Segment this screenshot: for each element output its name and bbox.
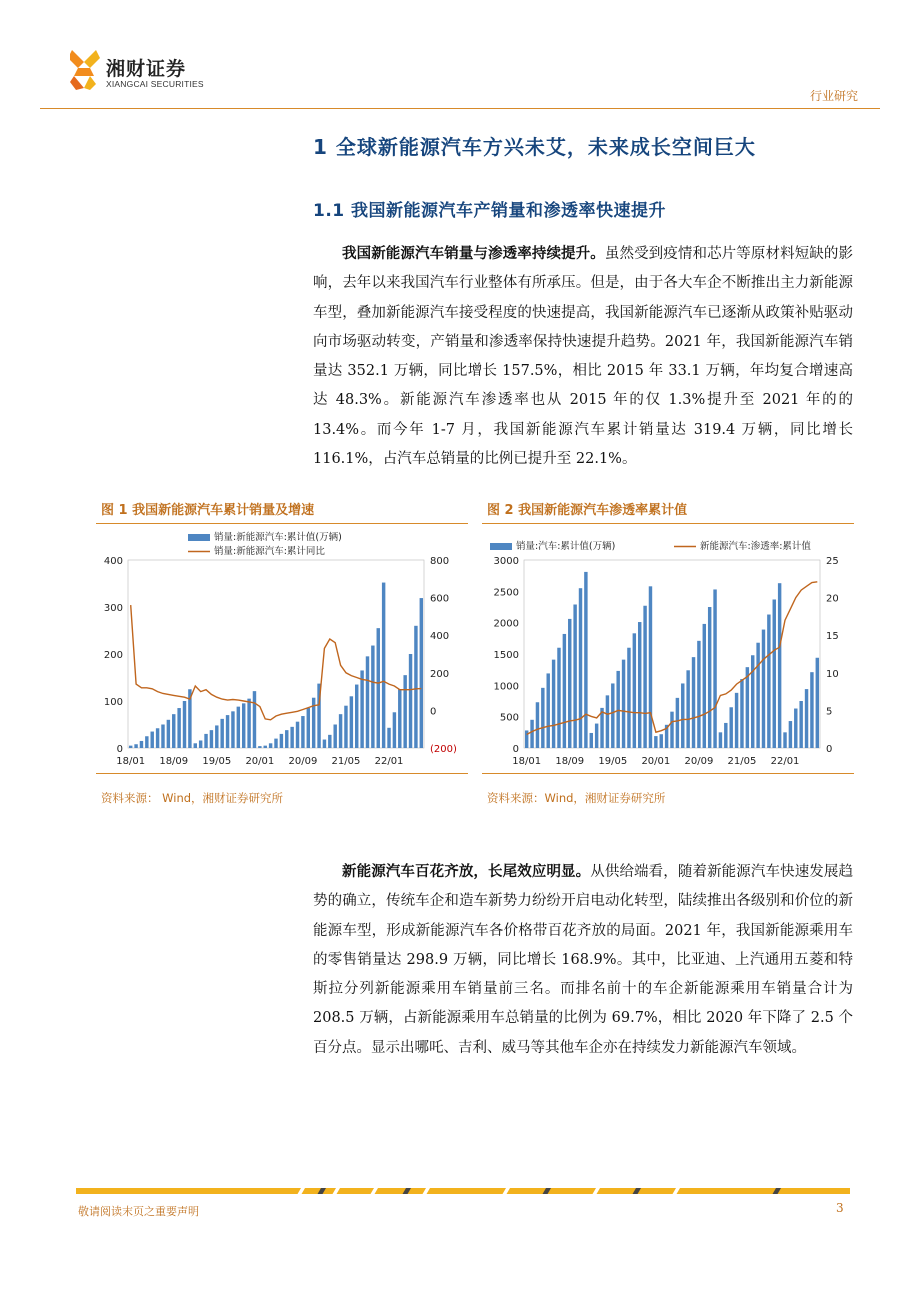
bar bbox=[633, 633, 636, 748]
bar bbox=[756, 643, 759, 748]
footer-disclaimer: 敬请阅读末页之重要声明 bbox=[78, 1205, 199, 1218]
legend-label: 销量:汽车:累计值(万辆) bbox=[516, 541, 616, 552]
bar bbox=[269, 743, 272, 748]
bar bbox=[285, 730, 288, 748]
bar bbox=[606, 695, 609, 748]
report-category: 行业研究 bbox=[809, 89, 858, 103]
bar bbox=[210, 730, 213, 748]
figure-1-title: 图 1 我国新能源汽车累计销量及增速 bbox=[101, 503, 315, 518]
bar bbox=[134, 744, 137, 748]
bar bbox=[220, 719, 223, 748]
paragraph-2-lead: 新能源汽车百花齐放，长尾效应明显。 bbox=[342, 864, 591, 880]
bar bbox=[729, 707, 732, 748]
x-tick-label: 21/05 bbox=[331, 756, 361, 767]
bar bbox=[237, 707, 240, 748]
x-tick-label: 18/01 bbox=[116, 756, 146, 767]
bar bbox=[366, 656, 369, 748]
x-tick-label: 19/05 bbox=[598, 756, 628, 767]
bar bbox=[204, 734, 207, 748]
x-tick-label: 20/01 bbox=[641, 756, 671, 767]
bar bbox=[140, 741, 143, 748]
y-left-tick-label: 3000 bbox=[493, 556, 519, 567]
bar bbox=[563, 634, 566, 748]
bar bbox=[681, 683, 684, 748]
page-number: 3 bbox=[836, 1201, 844, 1215]
bar bbox=[676, 698, 679, 748]
figure-1-chart bbox=[96, 528, 468, 768]
x-tick-label: 22/01 bbox=[374, 756, 404, 767]
bar bbox=[536, 702, 539, 748]
x-tick-label: 20/09 bbox=[684, 756, 714, 767]
y-right-tick-label: 800 bbox=[430, 556, 450, 567]
logo-text-en: XIANGCAI SECURITIES bbox=[106, 79, 204, 89]
y-right-tick-label: 0 bbox=[430, 706, 437, 718]
bar bbox=[296, 722, 299, 748]
legend-swatch-bar bbox=[188, 534, 210, 541]
y-left-tick-label: 1000 bbox=[493, 681, 519, 693]
bar bbox=[654, 736, 657, 748]
bar bbox=[584, 572, 587, 748]
y-right-tick-label: (200) bbox=[430, 744, 457, 755]
legend-label: 新能源汽车:渗透率:累计值 bbox=[700, 541, 811, 552]
bar bbox=[420, 598, 423, 748]
y-right-tick-label: 600 bbox=[430, 593, 450, 605]
bar bbox=[643, 606, 646, 748]
bar bbox=[735, 693, 738, 748]
bar bbox=[280, 734, 283, 748]
bar bbox=[414, 626, 417, 748]
bar bbox=[382, 583, 385, 748]
bar bbox=[355, 685, 358, 748]
bar bbox=[177, 708, 180, 748]
bar bbox=[150, 732, 153, 748]
bar bbox=[530, 720, 533, 748]
footer-decorative-bar bbox=[76, 1188, 850, 1196]
bar bbox=[724, 723, 727, 748]
logo-text-cn: 湘财证券 bbox=[106, 58, 187, 80]
bar bbox=[231, 711, 234, 748]
bar bbox=[799, 701, 802, 748]
bar bbox=[692, 657, 695, 748]
figure-2-source: 资料来源：Wind，湘财证券研究所 bbox=[487, 791, 666, 805]
bar bbox=[670, 712, 673, 748]
paragraph-1-body: 虽然受到疫情和芯片等原材料短缺的影响，去年以来我国汽车行业整体有所承压。但是，由于各大车企不断推出主力新能源车型，叠加新能源汽车接受程度的快速提高，我国新能源汽车已逐渐从政策补贴驱动向市场驱动转变，产销量和渗透率保持快速提升趋势。2021 年，我国新能源汽车销量达 352.1 万辆，同比增长 157.5%，相比 2015 年 33.1 万辆，年均复合增速高达 48.3%。新能源汽车渗透率也从 2015 年的仅 1.3%提升至 2021 年的的 13.4%。而今年 1-7 月，我国新能源汽车累计销量达 319.4 万辆，同比增长 116.1%，占汽车总销量的比例已提升至 22.1%。 bbox=[313, 246, 854, 468]
subsection-heading: 1.1 我国新能源汽车产销量和渗透率快速提升 bbox=[313, 201, 667, 221]
bar bbox=[226, 715, 229, 748]
figure-2-rule bbox=[482, 523, 854, 524]
bar bbox=[339, 714, 342, 748]
bar bbox=[264, 746, 267, 748]
bar bbox=[350, 696, 353, 748]
bar bbox=[611, 683, 614, 748]
bar bbox=[713, 589, 716, 748]
bar bbox=[789, 721, 792, 748]
figure-1-rule bbox=[96, 523, 468, 524]
bar bbox=[686, 670, 689, 748]
figure-1-bottom-rule bbox=[96, 773, 468, 774]
bar bbox=[167, 720, 170, 748]
bar bbox=[697, 641, 700, 748]
y-left-tick-label: 400 bbox=[103, 556, 123, 567]
bar bbox=[616, 671, 619, 748]
bar bbox=[649, 586, 652, 748]
bar bbox=[810, 672, 813, 748]
bar bbox=[762, 630, 765, 748]
paragraph-2-body: 从供给端看，随着新能源汽车快速发展趋势的确立，传统车企和造车新势力纷纷开启电动化转型，陆续推出各级别和价位的新能源车型，形成新能源汽车各价格带百花齐放的局面。2021 年，我国新能源乘用车的零售销量达 298.9 万辆，同比增长 168.9%。其中，比亚迪、上汽通用五菱和特斯拉分列新能源乘用车销量前三名。而排名前十的车企新能源乘用车销量合计为 208.5 万辆，占新能源乘用车总销量的比例为 69.7%，相比 2020 年下降了 2.5 个百分点。显示出哪吒、吉利、威马等其他车企亦在持续发力新能源汽车领域。 bbox=[313, 864, 853, 1056]
bar bbox=[215, 725, 218, 748]
section-heading: 1 全球新能源汽车方兴未艾，未来成长空间巨大 bbox=[313, 135, 756, 159]
bar bbox=[805, 689, 808, 748]
bar bbox=[778, 583, 781, 748]
figure-2-chart bbox=[482, 528, 854, 768]
bar bbox=[172, 714, 175, 748]
bar bbox=[393, 712, 396, 748]
bar bbox=[247, 699, 250, 748]
bar bbox=[573, 604, 576, 748]
bar bbox=[199, 740, 202, 748]
y-left-tick-label: 2500 bbox=[493, 587, 519, 599]
y-left-tick-label: 300 bbox=[103, 603, 123, 614]
x-tick-label: 18/09 bbox=[159, 756, 189, 767]
y-right-tick-label: 15 bbox=[826, 631, 839, 643]
bar bbox=[740, 679, 743, 748]
bar bbox=[773, 599, 776, 748]
bar bbox=[360, 670, 363, 748]
bar bbox=[377, 628, 380, 748]
x-tick-label: 18/09 bbox=[555, 756, 585, 767]
bar bbox=[746, 667, 749, 748]
y-left-tick-label: 100 bbox=[103, 697, 123, 708]
bar bbox=[274, 739, 277, 748]
bar bbox=[371, 646, 374, 748]
bar bbox=[816, 658, 819, 748]
bar bbox=[552, 660, 555, 748]
bar bbox=[333, 725, 336, 749]
y-left-tick-label: 200 bbox=[103, 650, 123, 661]
legend-label: 销量:新能源汽车:累计值(万辆) bbox=[214, 532, 342, 543]
bar bbox=[546, 673, 549, 748]
bar bbox=[398, 689, 401, 748]
bar bbox=[590, 733, 593, 748]
figure-2-title: 图 2 我国新能源汽车渗透率累计值 bbox=[487, 503, 688, 518]
y-left-tick-label: 0 bbox=[116, 744, 123, 755]
bar bbox=[595, 724, 598, 748]
bar bbox=[301, 716, 304, 748]
bar bbox=[253, 691, 256, 748]
bar bbox=[627, 648, 630, 748]
bar bbox=[409, 654, 412, 748]
bar bbox=[622, 660, 625, 748]
bar bbox=[403, 675, 406, 748]
paragraph-1 bbox=[313, 240, 853, 474]
bar bbox=[129, 746, 132, 748]
y-right-tick-label: 5 bbox=[826, 706, 833, 718]
figure-1-source: 资料来源： Wind，湘财证券研究所 bbox=[101, 791, 284, 805]
header-divider bbox=[40, 108, 880, 109]
paragraph-2 bbox=[313, 858, 853, 1063]
y-right-tick-label: 400 bbox=[430, 631, 450, 643]
bar bbox=[161, 725, 164, 749]
figure-2-bottom-rule bbox=[482, 773, 854, 774]
x-tick-label: 19/05 bbox=[202, 756, 232, 767]
bar bbox=[344, 706, 347, 748]
bar bbox=[638, 622, 641, 748]
x-tick-label: 18/01 bbox=[512, 756, 542, 767]
bar bbox=[767, 615, 770, 748]
bar bbox=[258, 746, 261, 748]
bar bbox=[328, 735, 331, 748]
bar bbox=[557, 648, 560, 748]
bar bbox=[568, 619, 571, 748]
bar bbox=[794, 709, 797, 748]
y-right-tick-label: 20 bbox=[826, 593, 839, 605]
x-tick-label: 22/01 bbox=[770, 756, 800, 767]
bar bbox=[387, 728, 390, 748]
x-tick-label: 21/05 bbox=[727, 756, 757, 767]
bar bbox=[156, 728, 159, 748]
bar bbox=[708, 607, 711, 748]
y-left-tick-label: 2000 bbox=[493, 618, 519, 630]
bar bbox=[290, 727, 293, 748]
bar bbox=[783, 732, 786, 748]
bar bbox=[541, 688, 544, 748]
bar bbox=[145, 736, 148, 748]
paragraph-1-lead: 我国新能源汽车销量与渗透率持续提升。 bbox=[342, 246, 605, 262]
legend-swatch-bar bbox=[490, 543, 512, 550]
bar bbox=[719, 732, 722, 748]
y-right-tick-label: 25 bbox=[826, 556, 839, 567]
logo-mark-icon bbox=[70, 46, 100, 92]
bar bbox=[242, 703, 245, 748]
y-left-tick-label: 500 bbox=[499, 712, 519, 724]
y-right-tick-label: 10 bbox=[826, 668, 839, 680]
y-left-tick-label: 1500 bbox=[493, 650, 519, 661]
x-tick-label: 20/01 bbox=[245, 756, 275, 767]
bar bbox=[579, 588, 582, 748]
y-right-tick-label: 200 bbox=[430, 668, 450, 680]
company-logo bbox=[70, 46, 100, 96]
legend-label: 销量:新能源汽车:累计同比 bbox=[214, 546, 325, 557]
bar bbox=[703, 624, 706, 748]
y-left-tick-label: 0 bbox=[512, 744, 519, 755]
x-tick-label: 20/09 bbox=[288, 756, 318, 767]
bar bbox=[307, 708, 310, 748]
bar bbox=[660, 734, 663, 748]
bar bbox=[194, 743, 197, 748]
y-right-tick-label: 0 bbox=[826, 744, 833, 755]
bar bbox=[323, 740, 326, 748]
bar bbox=[183, 701, 186, 748]
